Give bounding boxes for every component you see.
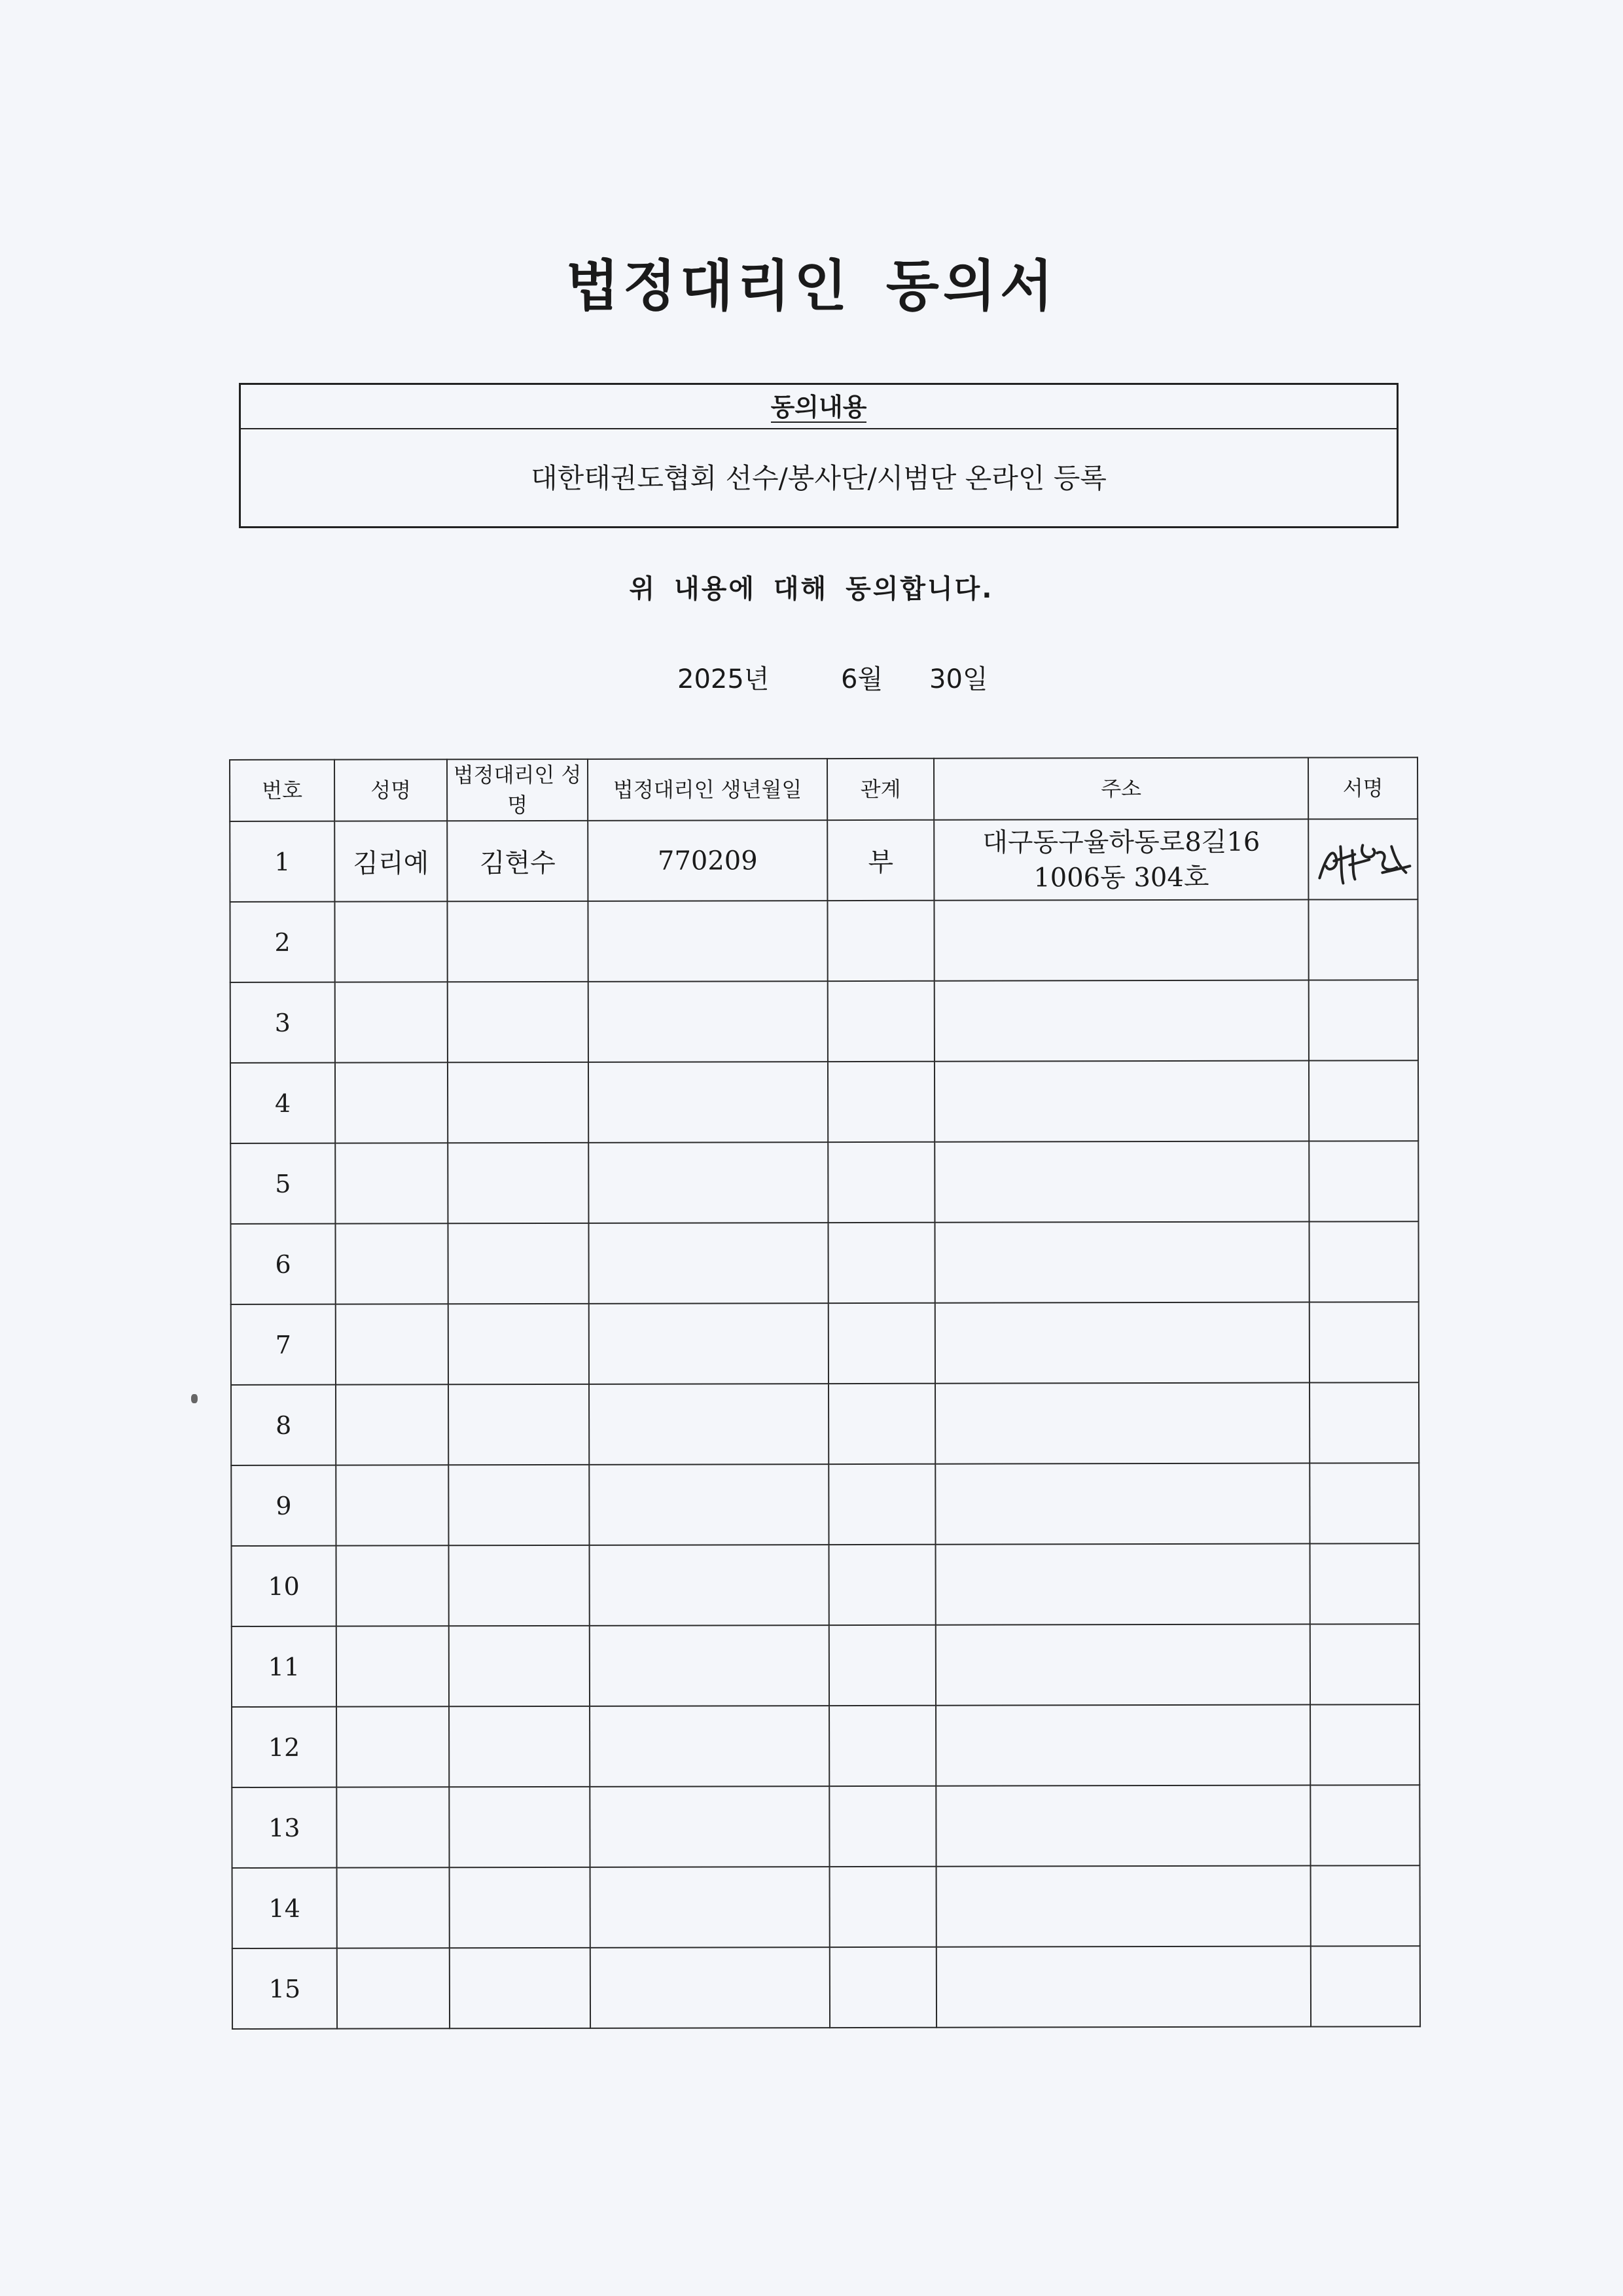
header-guardian-birthdate: 법정대리인 생년월일 xyxy=(588,759,827,821)
table-row xyxy=(230,819,1418,902)
row-guardian-name xyxy=(448,982,588,1062)
row-address xyxy=(935,1141,1309,1223)
row-signature xyxy=(1310,1624,1419,1704)
header-relation: 관계 xyxy=(827,759,934,820)
row-signature xyxy=(1309,1141,1418,1221)
row-guardian-birthdate xyxy=(590,1625,829,1706)
row-guardian-name xyxy=(449,1787,590,1867)
row-name xyxy=(335,1223,448,1304)
row-guardian-name xyxy=(448,1143,588,1223)
row-guardian-birthdate xyxy=(589,1464,829,1545)
table-row xyxy=(232,1543,1419,1626)
row-number: 5 xyxy=(230,1143,335,1224)
row-relation xyxy=(829,1706,936,1786)
row-name xyxy=(336,1465,448,1545)
header-address: 주소 xyxy=(934,758,1308,820)
row-guardian-birthdate xyxy=(588,981,828,1062)
address-line-1: 대구동구율하동로8길16 xyxy=(982,827,1260,858)
row-signature xyxy=(1309,980,1418,1060)
row-signature xyxy=(1310,1785,1419,1865)
row-guardian-name xyxy=(448,1062,588,1143)
row-relation xyxy=(828,1062,935,1142)
row-guardian-birthdate xyxy=(590,1947,830,2028)
row-guardian-name xyxy=(448,1223,588,1304)
consent-content-box xyxy=(239,383,1399,528)
row-guardian-birthdate xyxy=(590,1786,829,1867)
row-relation xyxy=(827,901,934,981)
row-guardian-name xyxy=(449,1626,590,1706)
row-signature xyxy=(1310,1463,1419,1543)
row-relation xyxy=(829,1786,936,1867)
row-address xyxy=(934,900,1308,981)
table-row xyxy=(232,1785,1419,1868)
row-guardian-birthdate xyxy=(589,1384,829,1465)
guardian-consent-table xyxy=(229,757,1421,2030)
table-row xyxy=(230,1141,1418,1224)
table-row xyxy=(232,1946,1420,2029)
row-number: 11 xyxy=(232,1626,336,1707)
row-number: 4 xyxy=(230,1063,335,1143)
row-guardian-birthdate xyxy=(588,1062,828,1143)
row-number: 1 xyxy=(230,821,334,902)
row-number: 15 xyxy=(232,1948,337,2029)
table-row xyxy=(231,1463,1419,1546)
consent-content-text: 대한태권도협회 선수/봉사단/시범단 온라인 등록 xyxy=(531,462,1107,494)
row-address xyxy=(935,1463,1310,1545)
row-name xyxy=(336,1787,449,1867)
row-signature xyxy=(1311,1946,1420,2026)
row-name xyxy=(334,901,447,982)
row-address xyxy=(936,1785,1310,1867)
row-number: 3 xyxy=(230,982,335,1063)
row-relation xyxy=(830,1947,936,2028)
signing-date xyxy=(677,658,988,696)
row-signature xyxy=(1308,899,1418,980)
row-guardian-birthdate xyxy=(588,1142,828,1223)
row-guardian-name xyxy=(447,901,588,982)
address-line-2: 1006동 304호 xyxy=(1033,862,1209,893)
date-year: 2025년 xyxy=(677,664,770,694)
consent-header-label: 동의내용 xyxy=(770,393,867,422)
row-relation xyxy=(829,1303,935,1384)
row-signature xyxy=(1310,1543,1419,1624)
row-number: 2 xyxy=(230,902,334,982)
row-name: 김리예 xyxy=(334,821,447,901)
table-header-row xyxy=(230,757,1418,821)
row-name xyxy=(335,982,448,1062)
table-row xyxy=(230,1221,1418,1304)
row-address xyxy=(936,1624,1310,1706)
row-name xyxy=(336,1304,448,1384)
header-guardian-name: 법정대리인 성명 xyxy=(447,759,588,821)
row-relation xyxy=(828,1142,935,1223)
date-month: 6월 xyxy=(841,664,883,694)
row-signature xyxy=(1309,1060,1418,1141)
table-row xyxy=(232,1624,1419,1707)
row-number: 7 xyxy=(231,1304,336,1385)
row-number: 13 xyxy=(232,1787,336,1868)
row-guardian-birthdate xyxy=(588,1223,828,1304)
row-guardian-name xyxy=(448,1465,589,1545)
row-relation: 부 xyxy=(827,820,934,901)
row-name xyxy=(337,1867,450,1948)
date-day: 30일 xyxy=(929,664,988,694)
header-signature: 서명 xyxy=(1308,757,1418,819)
row-name xyxy=(336,1384,448,1465)
row-relation xyxy=(828,981,935,1062)
row-relation xyxy=(829,1625,936,1706)
row-guardian-name xyxy=(448,1304,589,1384)
row-address xyxy=(935,1302,1310,1384)
table-row xyxy=(232,1865,1420,1948)
document-title: 법정대리인 동의서 xyxy=(565,253,1058,318)
row-number: 6 xyxy=(230,1224,335,1304)
row-name xyxy=(336,1545,449,1626)
row-relation xyxy=(829,1545,936,1625)
table-row xyxy=(230,1060,1418,1143)
scan-speck xyxy=(191,1394,198,1403)
row-address xyxy=(934,819,1308,901)
row-name xyxy=(336,1626,449,1706)
row-number: 9 xyxy=(231,1465,336,1546)
row-guardian-name xyxy=(450,1867,590,1948)
row-relation xyxy=(828,1223,935,1303)
row-guardian-name xyxy=(448,1384,589,1465)
row-guardian-birthdate xyxy=(590,1545,829,1626)
row-address xyxy=(936,1705,1310,1786)
row-guardian-name xyxy=(449,1545,590,1626)
row-signature xyxy=(1310,1704,1419,1785)
table-row xyxy=(232,1704,1419,1787)
row-name xyxy=(335,1143,448,1223)
header-number: 번호 xyxy=(230,760,334,821)
consent-header xyxy=(241,385,1397,429)
row-number: 10 xyxy=(232,1546,336,1626)
row-address xyxy=(936,1866,1311,1947)
row-address xyxy=(935,980,1309,1062)
row-address xyxy=(936,1946,1311,2028)
row-guardian-birthdate xyxy=(590,1867,830,1948)
row-address xyxy=(935,1383,1310,1464)
row-guardian-name xyxy=(449,1706,590,1787)
row-signature xyxy=(1311,1865,1420,1946)
row-relation xyxy=(829,1384,935,1464)
table-row xyxy=(231,1302,1419,1385)
row-signature xyxy=(1310,1382,1419,1463)
row-guardian-birthdate xyxy=(590,1706,829,1787)
row-signature xyxy=(1310,1302,1419,1382)
row-address xyxy=(935,1222,1309,1303)
row-relation xyxy=(830,1867,936,1947)
row-name xyxy=(336,1706,449,1787)
row-guardian-name: 김현수 xyxy=(447,821,588,901)
header-name: 성명 xyxy=(334,759,447,821)
row-signature xyxy=(1309,1221,1418,1302)
row-signature xyxy=(1308,819,1418,899)
row-number: 12 xyxy=(232,1707,336,1787)
handwritten-signature-icon xyxy=(1314,827,1412,892)
table-row xyxy=(231,1382,1419,1465)
row-name xyxy=(337,1948,450,2028)
row-guardian-birthdate xyxy=(589,1303,829,1384)
table-row xyxy=(230,980,1418,1063)
row-number: 14 xyxy=(232,1868,337,1948)
row-guardian-birthdate: 770209 xyxy=(588,820,827,901)
row-number: 8 xyxy=(231,1385,336,1465)
row-guardian-birthdate xyxy=(588,901,827,982)
table-row xyxy=(230,899,1418,982)
row-guardian-name xyxy=(450,1948,590,2028)
row-name xyxy=(335,1062,448,1143)
row-relation xyxy=(829,1464,935,1545)
agreement-statement: 위 내용에 대해 동의합니다. xyxy=(629,574,994,604)
row-address xyxy=(936,1544,1310,1625)
row-address xyxy=(935,1061,1309,1142)
